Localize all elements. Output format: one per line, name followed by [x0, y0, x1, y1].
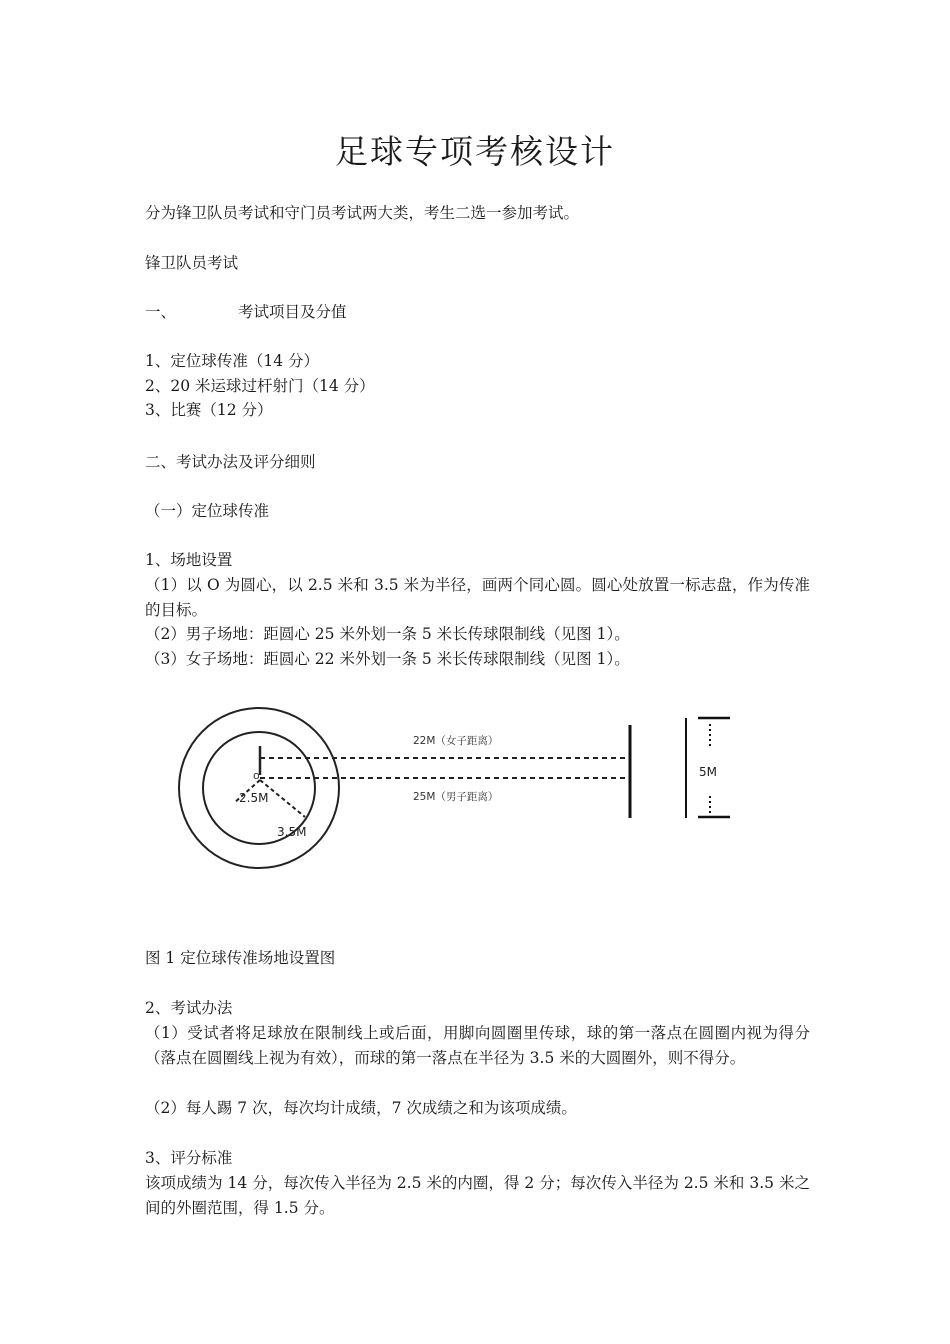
section-1-heading — [145, 300, 810, 325]
field-diagram — [170, 700, 750, 880]
outer-radius-label: 3.5M — [277, 825, 307, 839]
section-1-number: 一、 — [145, 303, 177, 321]
site-setup-heading: 1、场地设置 — [145, 551, 233, 569]
list-item: 3、比赛（12 分） — [145, 401, 273, 419]
women-distance-label: 22M（女子距离） — [413, 735, 499, 747]
method-heading: 2、考试办法 — [145, 999, 233, 1017]
site-setup-paragraph-1: （1）以 O 为圆心，以 2.5 米和 3.5 米为半径，画两个同心圆。圆心处放置一标志盘，作为传准的目标。 — [145, 576, 810, 619]
center-label: o — [253, 769, 260, 782]
method-paragraph-2: （2）每人踢 7 次，每次均计成绩，7 次成绩之和为该项成绩。 — [145, 1099, 577, 1117]
five-meter-label: 5M — [699, 765, 717, 779]
page-title: 足球专项考核设计 — [335, 132, 615, 171]
section-2-heading: 二、考试办法及评分细则 — [145, 453, 316, 471]
inner-radius-label: 2.5M — [239, 791, 269, 805]
scoring-heading: 3、评分标准 — [145, 1149, 233, 1167]
subsection-heading: （一）定位球传准 — [145, 502, 270, 520]
intro-text: 分为锋卫队员考试和守门员考试两大类，考生二选一参加考试。 — [145, 204, 580, 222]
site-setup-paragraph-2: （2）男子场地：距圆心 25 米外划一条 5 米长传球限制线（见图 1）。 — [145, 625, 630, 643]
method-paragraph-1: （1）受试者将足球放在限制线上或后面，用脚向圆圈里传球，球的第一落点在圆圈内视为得分（落点在圆圈线上视为有效），而球的第一落点在半径为 3.5 米的大圆圈外，则不得分。 — [145, 1024, 810, 1067]
men-distance-label: 25M（男子距离） — [413, 791, 499, 803]
scoring-paragraph: 该项成绩为 14 分，每次传入半径为 2.5 米的内圈，得 2 分；每次传入半径为 2.5 米和 3.5 米之间的外圈范围，得 1.5 分。 — [145, 1174, 810, 1217]
list-item: 1、定位球传准（14 分） — [145, 352, 320, 370]
site-setup-paragraph-3: （3）女子场地：距圆心 22 米外划一条 5 米长传球限制线（见图 1）。 — [145, 650, 630, 668]
section-1-title: 考试项目及分值 — [238, 303, 347, 321]
figure-caption: 图 1 定位球传准场地设置图 — [145, 949, 336, 967]
list-item: 2、20 米运球过杆射门（14 分） — [145, 377, 375, 395]
section-forward-heading: 锋卫队员考试 — [145, 254, 239, 272]
